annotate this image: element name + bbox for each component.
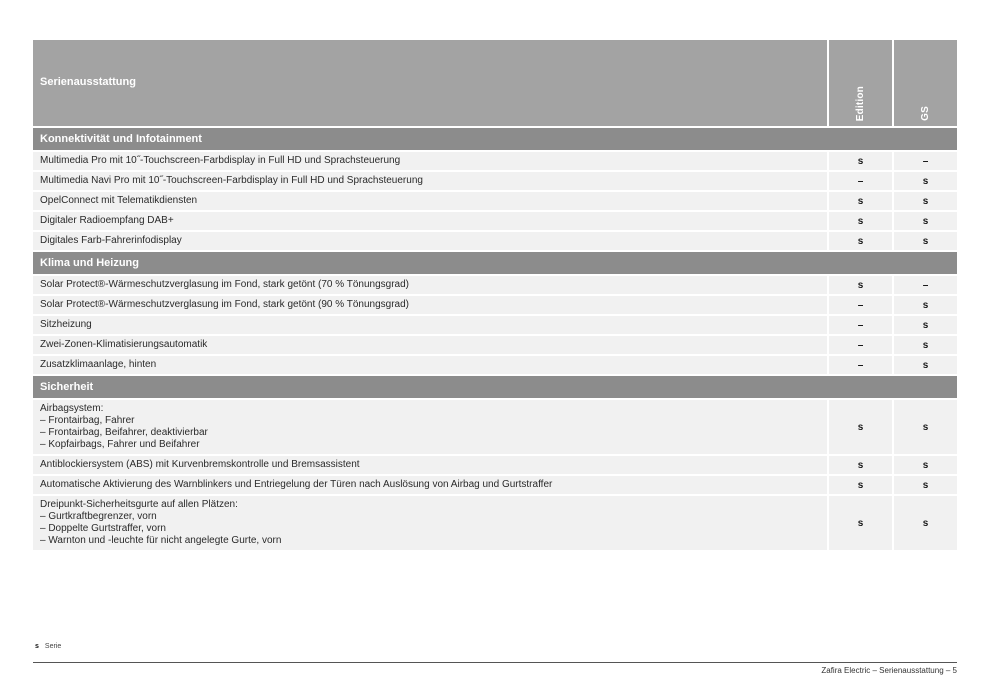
feature-line: Zusatzklimaanlage, hinten bbox=[40, 359, 157, 370]
table-row bbox=[33, 496, 957, 550]
feature-description bbox=[33, 476, 827, 494]
table-row bbox=[33, 356, 957, 374]
feature-line: – Doppelte Gurtstraffer, vorn bbox=[40, 523, 166, 534]
feature-line: Automatische Aktivierung des Warnblinkers und Entriegelung der Türen nach Auslösung von Airbag und Gurtstraffer bbox=[40, 479, 553, 490]
equipment-table bbox=[33, 40, 957, 550]
section-header: Sicherheit bbox=[33, 376, 957, 398]
feature-description bbox=[33, 296, 827, 314]
feature-description bbox=[33, 276, 827, 294]
table-body bbox=[33, 128, 957, 550]
availability-edition: s bbox=[827, 456, 892, 474]
availability-edition: s bbox=[827, 232, 892, 250]
column-label-gs: GS bbox=[920, 106, 931, 121]
feature-description bbox=[33, 316, 827, 334]
column-header-gs bbox=[892, 40, 957, 126]
availability-edition: s bbox=[827, 152, 892, 170]
availability-edition: s bbox=[827, 276, 892, 294]
legend-text: Serie bbox=[44, 643, 62, 650]
feature-line: Multimedia Pro mit 10˝-Touchscreen-Farbdisplay in Full HD und Sprachsteuerung bbox=[40, 155, 401, 166]
legend-footnote bbox=[35, 643, 61, 650]
feature-line: Solar Protect®-Wärmeschutzverglasung im Fond, stark getönt (90 % Tönungsgrad) bbox=[40, 299, 410, 310]
column-header-edition bbox=[827, 40, 892, 126]
feature-description bbox=[33, 400, 827, 454]
feature-line: Airbagsystem: bbox=[40, 403, 104, 414]
feature-line: Zwei-Zonen-Klimatisierungsautomatik bbox=[40, 339, 208, 350]
availability-edition: s bbox=[827, 476, 892, 494]
table-row bbox=[33, 212, 957, 230]
feature-description bbox=[33, 212, 827, 230]
table-row bbox=[33, 400, 957, 454]
feature-line: Digitaler Radioempfang DAB+ bbox=[40, 215, 174, 226]
availability-gs: s bbox=[892, 336, 957, 354]
section-header: Konnektivität und Infotainment bbox=[33, 128, 957, 150]
feature-line: Dreipunkt-Sicherheitsgurte auf allen Plätzen: bbox=[40, 499, 238, 510]
table-row bbox=[33, 456, 957, 474]
feature-description bbox=[33, 152, 827, 170]
availability-gs: – bbox=[892, 152, 957, 170]
feature-line: – Gurtkraftbegrenzer, vorn bbox=[40, 511, 157, 522]
availability-gs: – bbox=[892, 276, 957, 294]
feature-line: – Warnton und -leuchte für nicht angelegte Gurte, vorn bbox=[40, 535, 282, 546]
availability-gs: s bbox=[892, 400, 957, 454]
availability-edition: s bbox=[827, 496, 892, 550]
feature-line: Digitales Farb-Fahrerinfodisplay bbox=[40, 235, 182, 246]
feature-line: Antiblockiersystem (ABS) mit Kurvenbremskontrolle und Bremsassistent bbox=[40, 459, 360, 470]
availability-gs: s bbox=[892, 232, 957, 250]
legend-key: s bbox=[35, 643, 39, 650]
column-label-edition: Edition bbox=[855, 85, 866, 121]
feature-description bbox=[33, 456, 827, 474]
table-row bbox=[33, 172, 957, 190]
availability-gs: s bbox=[892, 192, 957, 210]
availability-gs: s bbox=[892, 212, 957, 230]
table-row bbox=[33, 336, 957, 354]
table-header bbox=[33, 40, 957, 126]
availability-edition: – bbox=[827, 172, 892, 190]
availability-gs: s bbox=[892, 476, 957, 494]
availability-edition: – bbox=[827, 316, 892, 334]
table-row bbox=[33, 476, 957, 494]
feature-line: OpelConnect mit Telematikdiensten bbox=[40, 195, 198, 206]
table-row bbox=[33, 192, 957, 210]
feature-line: Solar Protect®-Wärmeschutzverglasung im Fond, stark getönt (70 % Tönungsgrad) bbox=[40, 279, 410, 290]
feature-line: – Kopfairbags, Fahrer und Beifahrer bbox=[40, 439, 200, 450]
availability-edition: – bbox=[827, 296, 892, 314]
availability-edition: s bbox=[827, 192, 892, 210]
feature-description bbox=[33, 192, 827, 210]
feature-line: – Frontairbag, Beifahrer, deaktivierbar bbox=[40, 427, 208, 438]
page-footer: Zafira Electric – Serienausstattung – 5 bbox=[821, 666, 957, 675]
availability-gs: s bbox=[892, 296, 957, 314]
availability-gs: s bbox=[892, 316, 957, 334]
feature-description bbox=[33, 356, 827, 374]
availability-edition: s bbox=[827, 400, 892, 454]
feature-description bbox=[33, 496, 827, 550]
table-row bbox=[33, 152, 957, 170]
table-row bbox=[33, 296, 957, 314]
feature-description bbox=[33, 232, 827, 250]
feature-line: Sitzheizung bbox=[40, 319, 92, 330]
availability-gs: s bbox=[892, 496, 957, 550]
feature-line: – Frontairbag, Fahrer bbox=[40, 415, 135, 426]
table-title: Serienausstattung bbox=[40, 76, 136, 88]
availability-gs: s bbox=[892, 356, 957, 374]
availability-edition: – bbox=[827, 336, 892, 354]
table-row bbox=[33, 232, 957, 250]
table-row bbox=[33, 316, 957, 334]
feature-line: Multimedia Navi Pro mit 10˝-Touchscreen-Farbdisplay in Full HD und Sprachsteuerung bbox=[40, 175, 423, 186]
footer-divider bbox=[33, 662, 957, 663]
availability-edition: s bbox=[827, 212, 892, 230]
feature-description bbox=[33, 336, 827, 354]
availability-gs: s bbox=[892, 172, 957, 190]
feature-description bbox=[33, 172, 827, 190]
availability-edition: – bbox=[827, 356, 892, 374]
table-row bbox=[33, 276, 957, 294]
availability-gs: s bbox=[892, 456, 957, 474]
section-header: Klima und Heizung bbox=[33, 252, 957, 274]
